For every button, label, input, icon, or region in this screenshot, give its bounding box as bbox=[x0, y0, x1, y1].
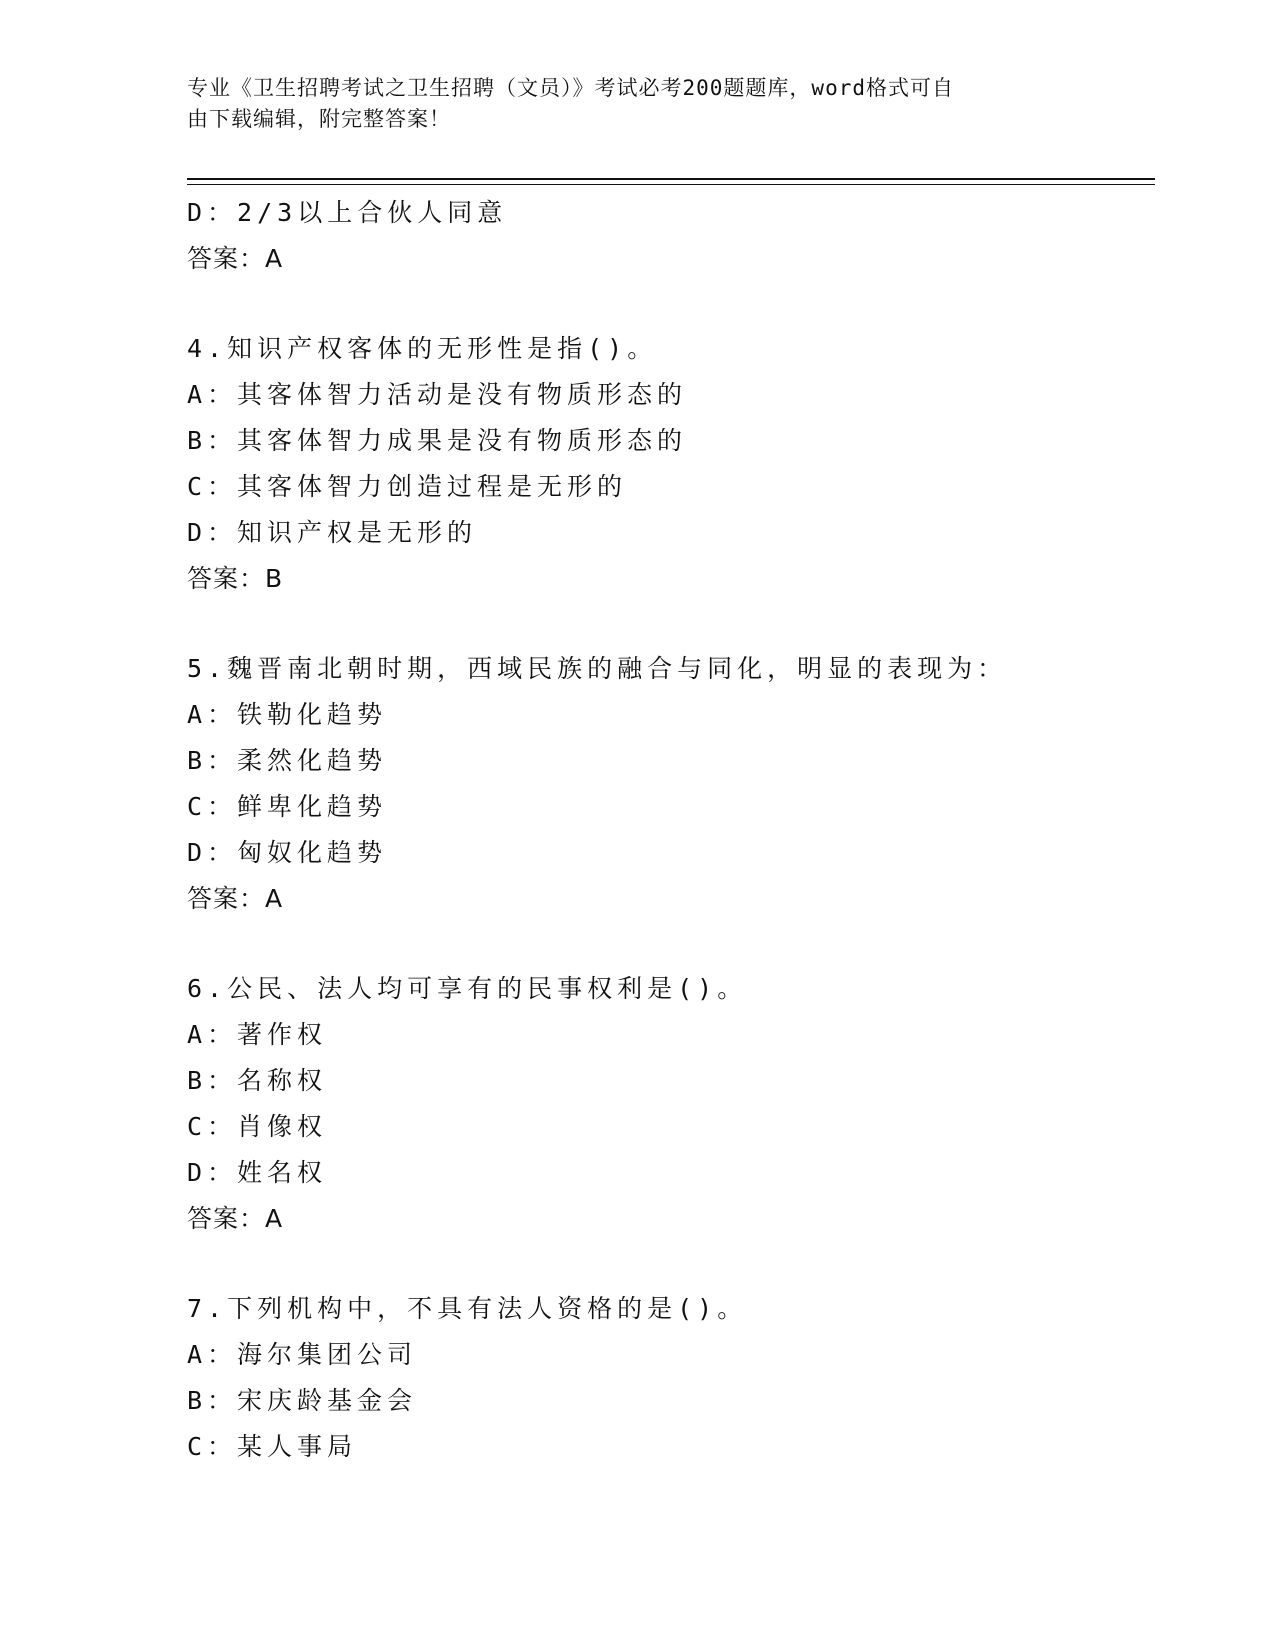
option-b: B：宋庆龄基金会 bbox=[187, 1386, 418, 1415]
question-7 bbox=[187, 1286, 1155, 1470]
previous-question-fragment bbox=[187, 190, 1155, 282]
option-d: D：匈奴化趋势 bbox=[187, 838, 388, 867]
header-divider-thin bbox=[187, 184, 1155, 185]
answer-line: 答案：A bbox=[187, 244, 284, 273]
option-c: C：某人事局 bbox=[187, 1432, 358, 1461]
header-divider-thick bbox=[187, 178, 1155, 180]
option-a: A：海尔集团公司 bbox=[187, 1340, 418, 1369]
option-c: C：肖像权 bbox=[187, 1112, 328, 1141]
answer-line: 答案：B bbox=[187, 564, 284, 593]
option-c: C：其客体智力创造过程是无形的 bbox=[187, 472, 628, 501]
option-a: A：著作权 bbox=[187, 1020, 328, 1049]
answer-line: 答案：A bbox=[187, 884, 284, 913]
question-stem: 6.公民、法人均可享有的民事权利是()。 bbox=[187, 974, 748, 1003]
option-d: D：知识产权是无形的 bbox=[187, 518, 478, 547]
question-4 bbox=[187, 326, 1155, 602]
question-stem: 4.知识产权客体的无形性是指()。 bbox=[187, 334, 658, 363]
header-line-2: 由下载编辑，附完整答案！ bbox=[187, 107, 451, 131]
question-6 bbox=[187, 966, 1155, 1242]
option-c: C：鲜卑化趋势 bbox=[187, 792, 388, 821]
option-b: B：名称权 bbox=[187, 1066, 328, 1095]
option-b: B：其客体智力成果是没有物质形态的 bbox=[187, 426, 688, 455]
option-b: B：柔然化趋势 bbox=[187, 746, 388, 775]
answer-line: 答案：A bbox=[187, 1204, 284, 1233]
document-header bbox=[187, 73, 1087, 135]
option-a: A：铁勒化趋势 bbox=[187, 700, 388, 729]
question-stem: 5.魏晋南北朝时期，西域民族的融合与同化，明显的表现为： bbox=[187, 654, 1008, 683]
header-line-1: 专业《卫生招聘考试之卫生招聘（文员）》考试必考200题题库，word格式可自 bbox=[187, 76, 954, 100]
option-d: D：姓名权 bbox=[187, 1158, 328, 1187]
option-a: A：其客体智力活动是没有物质形态的 bbox=[187, 380, 688, 409]
question-5 bbox=[187, 646, 1155, 922]
question-list bbox=[187, 190, 1155, 1470]
option-d: D：2/3以上合伙人同意 bbox=[187, 198, 508, 227]
question-stem: 7.下列机构中，不具有法人资格的是()。 bbox=[187, 1294, 748, 1323]
